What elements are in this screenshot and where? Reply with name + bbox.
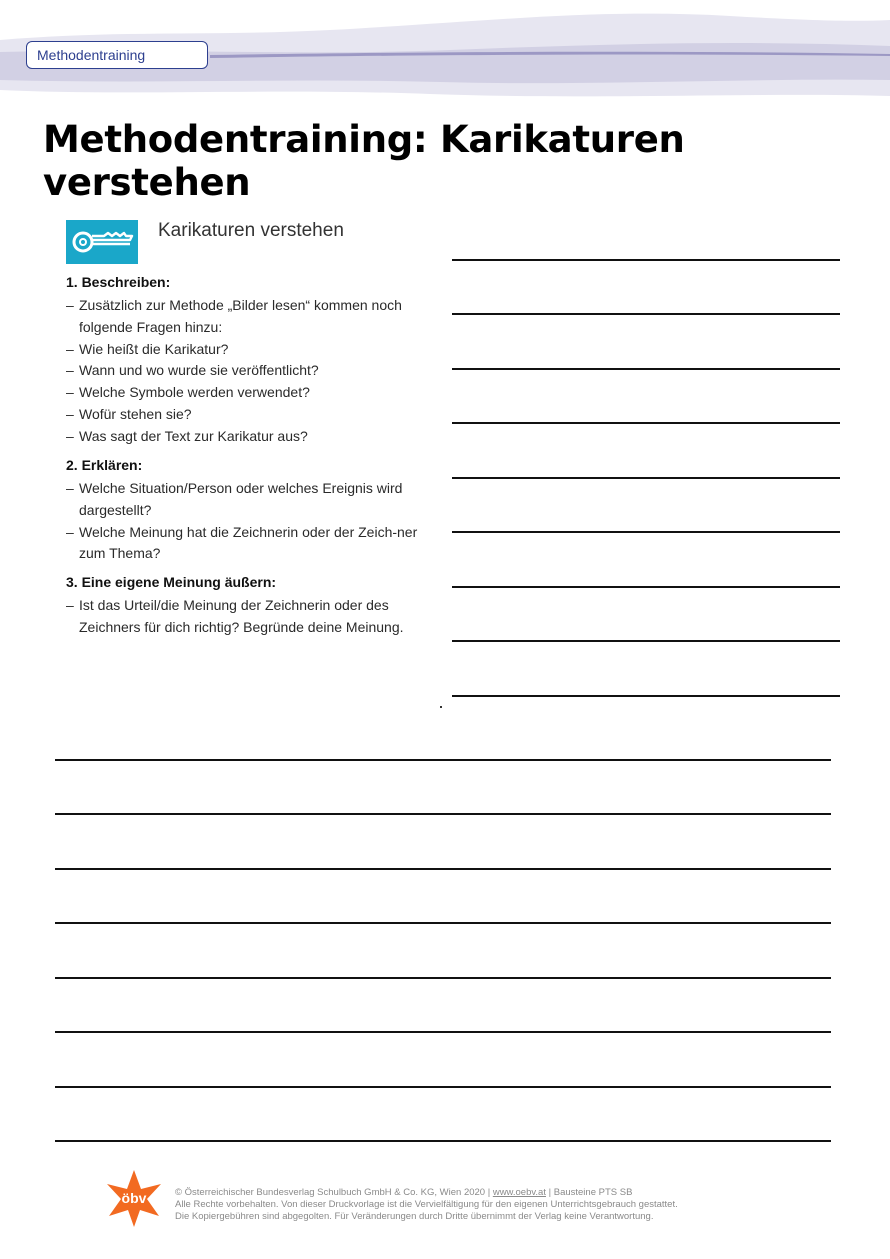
writing-line[interactable] xyxy=(55,706,831,761)
footer xyxy=(175,1187,875,1223)
writing-line[interactable] xyxy=(55,979,831,1034)
section-tag: Methodentraining xyxy=(26,41,208,69)
writing-line[interactable] xyxy=(452,533,840,588)
writing-line[interactable] xyxy=(452,479,840,534)
writing-line[interactable] xyxy=(55,924,831,979)
key-icon xyxy=(66,220,138,264)
list-item: – Ist das Urteil/die Meinung der Zeichnerin oder des Zeichners für dich richtig? Begründe deine Meinung. xyxy=(66,595,436,639)
writing-line[interactable] xyxy=(55,1033,831,1088)
section-heading: 3. Eine eigene Meinung äußern: xyxy=(66,574,277,590)
list-item: – Wofür stehen sie? xyxy=(66,404,436,426)
writing-line[interactable] xyxy=(452,424,840,479)
writing-line[interactable] xyxy=(452,588,840,643)
list-item: – Welche Meinung hat die Zeichnerin oder der Zeich-ner zum Thema? xyxy=(66,522,436,566)
list-item: – Was sagt der Text zur Karikatur aus? xyxy=(66,426,436,448)
publisher-logo xyxy=(104,1167,164,1229)
list-item: – Wie heißt die Karikatur? xyxy=(66,339,436,361)
list-item: – Wann und wo wurde sie veröffentlicht? xyxy=(66,360,436,382)
list-item: – Welche Symbole werden verwendet? xyxy=(66,382,436,404)
list-item: – Zusätzlich zur Methode „Bilder lesen“ kommen noch folgende Fragen hinzu: xyxy=(66,295,436,339)
method-box-title: Karikaturen verstehen xyxy=(158,220,344,241)
writing-line[interactable] xyxy=(452,642,840,697)
list-item: – Welche Situation/Person oder welches Ereignis wird dargestellt? xyxy=(66,478,436,522)
page-title: Methodentraining: Karikaturen verstehen xyxy=(43,118,685,204)
writing-line[interactable] xyxy=(55,761,831,816)
method-box xyxy=(60,210,440,660)
section-explain xyxy=(66,455,436,565)
publisher-link[interactable]: www.oebv.at xyxy=(492,1187,546,1198)
writing-lines-full xyxy=(55,706,831,1142)
section-heading: 2. Erklären: xyxy=(66,457,143,473)
footer-line-1: © Österreichischer Bundesverlag Schulbuch GmbH & Co. KG, Wien 2020 | www.oebv.at | Bausteine PTS SB xyxy=(175,1187,633,1198)
section-heading: 1. Beschreiben: xyxy=(66,274,171,290)
writing-line[interactable] xyxy=(452,315,840,370)
logo-text: öbv xyxy=(121,1190,147,1206)
writing-lines-right xyxy=(452,206,840,697)
section-opinion xyxy=(66,572,436,639)
footer-line-3: Die Kopiergebühren sind abgegolten. Für Veränderungen durch Dritte übernimmt der Verlag keine Verantwortung. xyxy=(175,1211,654,1222)
writing-line[interactable] xyxy=(452,370,840,425)
footer-line-2: Alle Rechte vorbehalten. Von dieser Druckvorlage ist die Vervielfältigung für den eigenen Unterrichtsgebrauch gestattet. xyxy=(175,1199,678,1210)
writing-line[interactable] xyxy=(55,870,831,925)
section-describe xyxy=(66,272,436,448)
writing-line[interactable] xyxy=(55,1088,831,1143)
writing-line[interactable] xyxy=(55,815,831,870)
writing-line[interactable] xyxy=(452,206,840,261)
writing-line[interactable] xyxy=(452,261,840,316)
